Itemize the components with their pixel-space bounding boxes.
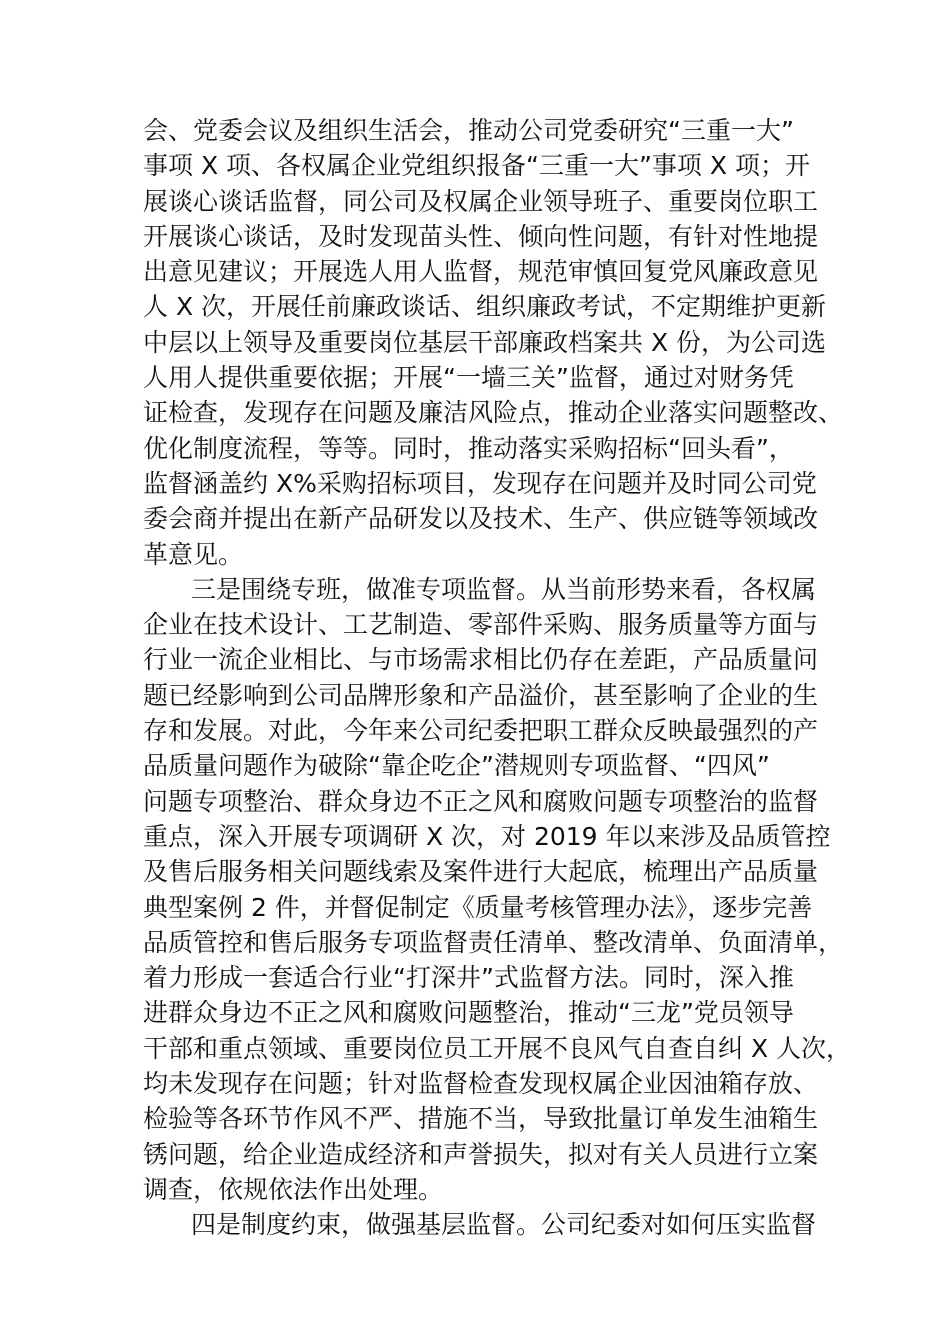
text-line: 中层以上领导及重要岗位基层干部廉政档案共 X 份，为公司选 [143, 327, 827, 357]
text-line: 事项 X 项、各权属企业党组织报备“三重一大”事项 X 项；开 [143, 151, 810, 181]
text-line: 优化制度流程，等等。同时，推动落实采购招标“回头看”， [143, 433, 794, 463]
text-line: 人 X 次，开展任前廉政谈话、组织廉政考试，不定期维护更新 [143, 292, 827, 322]
text-line: 着力形成一套适合行业“打深井”式监督方法。同时，深入推 [143, 963, 794, 993]
text-line: 委会商并提出在新产品研发以及技术、生产、供应链等领域改 [143, 504, 819, 534]
text-line: 均未发现存在问题；针对监督检查发现权属企业因油箱存放、 [143, 1069, 819, 1099]
text-line: 展谈心谈话监督，同公司及权属企业领导班子、重要岗位职工 [143, 186, 819, 216]
text-line: 开展谈心谈话，及时发现苗头性、倾向性问题，有针对性地提 [143, 221, 819, 251]
text-line: 革意见。 [143, 539, 244, 569]
text-line: 重点，深入开展专项调研 X 次，对 2019 年以来涉及品质管控 [143, 821, 831, 851]
text-line: 题已经影响到公司品牌形象和产品溢价，甚至影响了企业的生 [143, 680, 819, 710]
text-line: 出意见建议；开展选人用人监督，规范审慎回复党风廉政意见 [143, 257, 819, 287]
text-line: 检验等各环节作风不严、措施不当，导致批量订单发生油箱生 [143, 1104, 819, 1134]
text-line: 干部和重点领域、重要岗位员工开展不良风气自查自纠 X 人次， [143, 1033, 852, 1063]
document-body [143, 113, 852, 1243]
text-line: 行业一流企业相比、与市场需求相比仍存在差距，产品质量问 [143, 645, 819, 675]
text-line: 调查，依规依法作出处理。 [143, 1174, 444, 1204]
text-line: 及售后服务相关问题线索及案件进行大起底，梳理出产品质量 [143, 857, 819, 887]
text-line: 典型案例 2 件，并督促制定《质量考核管理办法》，逐步完善 [143, 892, 813, 922]
text-line: 会、党委会议及组织生活会，推动公司党委研究“三重一大” [143, 116, 794, 145]
text-line: 品质量问题作为破除“靠企吃企”潜规则专项监督、“四风” [143, 751, 770, 781]
text-line: 监督涵盖约 X%采购招标项目，发现存在问题并及时同公司党 [143, 468, 817, 498]
text-line: 企业在技术设计、工艺制造、零部件采购、服务质量等方面与 [143, 610, 819, 640]
text-line: 品质管控和售后服务专项监督责任清单、整改清单、负面清单， [143, 927, 844, 957]
text-line: 问题专项整治、群众身边不正之风和腐败问题专项整治的监督 [143, 786, 819, 816]
paragraph-start-line: 四是制度约束，做强基层监督。公司纪委对如何压实监督 [191, 1210, 817, 1240]
text-line: 锈问题，给企业造成经济和声誉损失，拟对有关人员进行立案 [143, 1139, 819, 1169]
paragraph-start-line: 三是围绕专班，做准专项监督。从当前形势来看，各权属 [191, 574, 817, 604]
text-line: 人用人提供重要依据；开展“一墙三关”监督，通过对财务凭 [143, 363, 794, 393]
text-line: 进群众身边不正之风和腐败问题整治，推动“三龙”党员领导 [143, 998, 794, 1028]
text-line: 存和发展。对此，今年来公司纪委把职工群众反映最强烈的产 [143, 716, 819, 746]
text-line: 证检查，发现存在问题及廉洁风险点，推动企业落实问题整改、 [143, 398, 844, 428]
